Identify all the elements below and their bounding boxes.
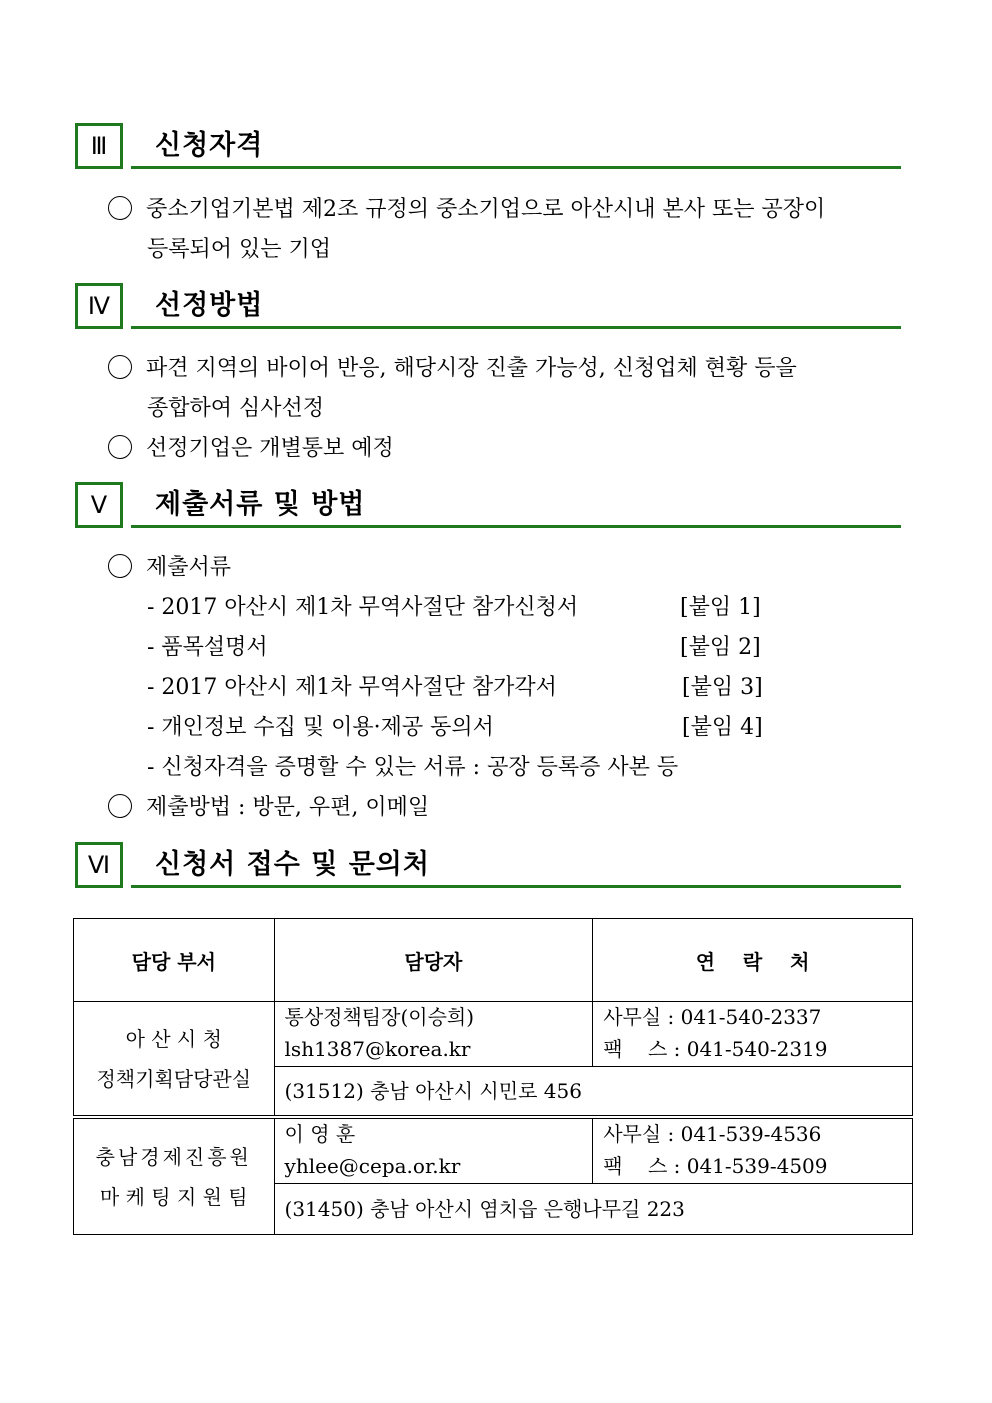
circle-bullet-icon xyxy=(108,794,132,818)
contact-cell: 사무실 : 041-539-4536 팩 스 : 041-539-4509 xyxy=(593,1117,913,1184)
section-title: 제출서류 및 방법 xyxy=(155,489,366,520)
contact-table xyxy=(73,918,913,1235)
doc-tag: [붙임 4] xyxy=(682,715,763,740)
section-number: Ⅴ xyxy=(75,482,123,528)
table-header-row xyxy=(74,919,913,1002)
doc-item: - 품목설명서 xyxy=(147,635,268,660)
dept-cell: 아 산 시 청 정책기획담당관실 xyxy=(74,1002,275,1118)
contact-cell: 사무실 : 041-540-2337 팩 스 : 041-540-2319 xyxy=(593,1002,913,1067)
section-underline xyxy=(131,525,901,528)
section-title: 신청자격 xyxy=(155,130,264,161)
s3-item-1: 중소기업기본법 제2조 규정의 중소기업으로 아산시내 본사 또는 공장이 xyxy=(108,190,825,230)
header-dept: 담당 부서 xyxy=(74,919,275,1002)
s5-item-2: 제출방법 : 방문, 우편, 이메일 xyxy=(108,788,429,828)
dept-cell: 충남경제진흥원 마 케 팅 지 원 팀 xyxy=(74,1117,275,1235)
section-title: 신청서 접수 및 문의처 xyxy=(155,849,430,880)
table-row xyxy=(74,1117,913,1184)
section-3-header xyxy=(75,123,901,177)
circle-bullet-icon xyxy=(108,435,132,459)
section-underline xyxy=(131,326,901,329)
doc-tag: [붙임 1] xyxy=(680,595,761,620)
header-person: 담당자 xyxy=(274,919,593,1002)
circle-bullet-icon xyxy=(108,355,132,379)
address-cell: (31512) 충남 아산시 시민로 456 xyxy=(274,1067,912,1118)
s3-item-1-cont: 등록되어 있는 기업 xyxy=(147,237,332,262)
section-6-header xyxy=(75,842,901,896)
address-cell: (31450) 충남 아산시 염치읍 은행나무길 223 xyxy=(274,1184,912,1235)
section-number: Ⅳ xyxy=(75,283,123,329)
section-number: Ⅲ xyxy=(75,123,123,169)
circle-bullet-icon xyxy=(108,196,132,220)
doc-item: - 2017 아산시 제1차 무역사절단 참가각서 xyxy=(147,675,557,700)
doc-tag: [붙임 2] xyxy=(680,635,761,660)
section-underline xyxy=(131,885,901,888)
section-4-header xyxy=(75,283,901,337)
section-number: Ⅵ xyxy=(75,842,123,888)
s4-item-1-cont: 종합하여 심사선정 xyxy=(147,396,325,421)
s4-item-1: 파견 지역의 바이어 반응, 해당시장 진출 가능성, 신청업체 현황 등을 xyxy=(108,349,797,389)
circle-bullet-icon xyxy=(108,554,132,578)
person-cell: 이 영 훈 yhlee@cepa.or.kr xyxy=(274,1117,593,1184)
person-cell: 통상정책팀장(이승희) lsh1387@korea.kr xyxy=(274,1002,593,1067)
section-5-header xyxy=(75,482,901,536)
header-contact: 연 락 처 xyxy=(593,919,913,1002)
s5-item-1: 제출서류 xyxy=(108,548,231,588)
doc-item: - 개인정보 수집 및 이용·제공 동의서 xyxy=(147,715,494,740)
section-underline xyxy=(131,166,901,169)
s4-item-2: 선정기업은 개별통보 예정 xyxy=(108,429,394,469)
doc-item: - 2017 아산시 제1차 무역사절단 참가신청서 xyxy=(147,595,579,620)
doc-tag: [붙임 3] xyxy=(682,675,763,700)
section-title: 선정방법 xyxy=(155,290,264,321)
table-row xyxy=(74,1002,913,1067)
doc-item: - 신청자격을 증명할 수 있는 서류 : 공장 등록증 사본 등 xyxy=(147,755,679,780)
